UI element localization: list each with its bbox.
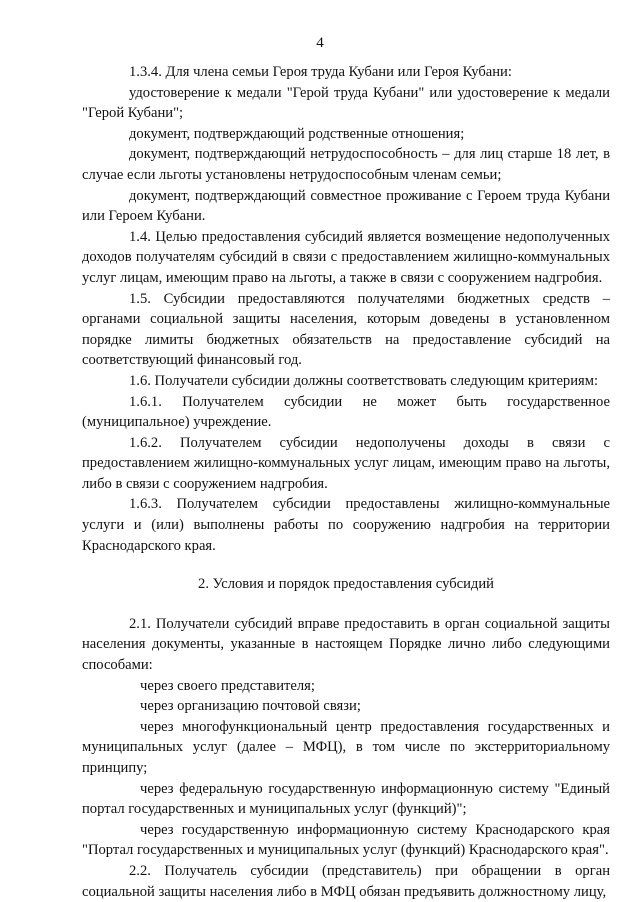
document-body	[82, 62, 610, 902]
paragraph-via-regional-portal: через государственную информационную систему Краснодарского края "Портал государственных и муниципальных услуг (функций) Краснодарского края".	[82, 821, 610, 859]
paragraph-2-2: 2.2. Получатель субсидии (представитель) при обращении в орган социальной защиты населения либо в МФЦ обязан предъявить должностному лицу,	[82, 862, 610, 900]
paragraph-medal-certificate: удостоверение к медали "Герой труда Кубани" или удостоверение к медали "Герой Кубани";	[82, 84, 610, 122]
paragraph-1-5: 1.5. Субсидии предоставляются получателями бюджетных средств – органами социальной защиты населения, которым доведены в установленном порядке лимиты бюджетных обязательств на предоставление субсидий на соответствующий финансовый год.	[82, 290, 610, 369]
paragraph-1-4: 1.4. Целью предоставления субсидий является возмещение недополученных доходов получателям субсидий в связи с предоставлением жилищно-коммунальных услуг лицам, имеющим право на льготы, а также в связи с сооружением надгробия.	[82, 228, 610, 286]
section-2-heading: 2. Условия и порядок предоставления субсидий	[198, 576, 494, 593]
paragraph-via-mfc: через многофункциональный центр предоставления государственных и муниципальных услуг (далее – МФЦ), в том числе по экстерриториальному принципу;	[82, 718, 610, 776]
paragraph-disability-document: документ, подтверждающий нетрудоспособность – для лиц старше 18 лет, в случае если льготы установлены нетрудоспособным членам семьи;	[82, 146, 610, 183]
paragraph-kinship-document: документ, подтверждающий родственные отношения;	[129, 125, 465, 142]
paragraph-cohabitation-document: документ, подтверждающий совместное проживание с Героем труда Кубани или Героем Кубани.	[82, 187, 610, 225]
paragraph-2-1: 2.1. Получатели субсидий вправе предоставить в орган социальной защиты населения документы, указанные в настоящем Порядке лично либо следующими способами:	[82, 615, 610, 674]
paragraph-1-6-1: 1.6.1. Получателем субсидии не может быть государственное (муниципальное) учреждение.	[82, 393, 610, 431]
paragraph-via-representative: через своего представителя;	[140, 677, 315, 694]
paragraph-via-federal-portal: через федеральную государственную информационную систему "Единый портал государственных и муниципальных услуг (функций)";	[82, 780, 610, 818]
paragraph-1-6: 1.6. Получатели субсидии должны соответствовать следующим критериям:	[129, 372, 599, 389]
paragraph-1-3-4: 1.3.4. Для члена семьи Героя труда Кубани или Героя Кубани:	[129, 64, 512, 80]
paragraph-1-6-3: 1.6.3. Получателем субсидии предоставлены жилищно-коммунальные услуги и (или) выполнены работы по сооружению надгробия на территории Краснодарского края.	[82, 496, 610, 554]
paragraph-1-6-2: 1.6.2. Получателем субсидии недополучены доходы в связи с предоставлением жилищно-коммунальных услуг лицам, имеющим право на льготы, либо в связи с сооружением надгробия.	[82, 434, 610, 492]
paragraph-via-post: через организацию почтовой связи;	[140, 698, 361, 715]
page-number: 4	[316, 35, 324, 51]
